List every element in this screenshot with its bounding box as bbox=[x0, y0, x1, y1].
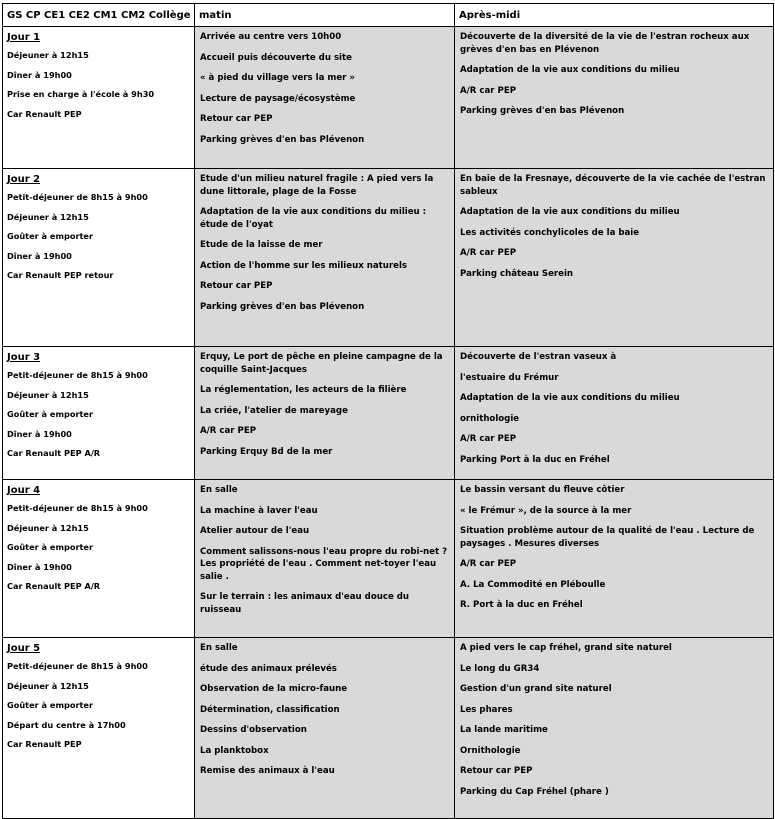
apres-midi-activity: Découverte de la diversité de la vie de l'estran rocheux aux grèves d'en bas en Plévenon bbox=[460, 32, 750, 55]
matin-cell bbox=[195, 480, 455, 638]
matin-activity: Dessins d'observation bbox=[200, 725, 307, 735]
day-row bbox=[3, 169, 774, 347]
apres-midi-activity: l'estuaire du Frémur bbox=[460, 372, 559, 383]
apres-midi-activity: Adaptation de la vie aux conditions du milieu bbox=[460, 207, 680, 217]
apres-midi-activity: Parking château Serein bbox=[460, 268, 574, 279]
matin-activity: Retour car PEP bbox=[200, 281, 273, 291]
matin-cell bbox=[195, 27, 455, 169]
apres-midi-activity: Le bassin versant du fleuve côtier bbox=[460, 485, 625, 495]
day-info-line: Goûter à emporter bbox=[7, 700, 94, 710]
day-info-line: Dîner à 19h00 bbox=[7, 428, 72, 439]
day-info-line: Dîner à 19h00 bbox=[7, 561, 72, 572]
matin-cell bbox=[195, 347, 455, 480]
apres-midi-activity: Parking du Cap Fréhel (phare ) bbox=[460, 786, 609, 797]
apres-midi-activity: A/R car PEP bbox=[460, 85, 516, 96]
apres-midi-activity: A/R car PEP bbox=[460, 559, 516, 569]
apres-midi-cell bbox=[455, 347, 774, 480]
day-info-line: Car Renault PEP A/R bbox=[7, 448, 101, 458]
matin-activity: Etude de la laisse de mer bbox=[200, 240, 323, 250]
apres-midi-activity: Les phares bbox=[460, 704, 513, 715]
apres-midi-cell bbox=[455, 169, 774, 347]
day-title: Jour 3 bbox=[7, 352, 41, 363]
day-info-line: Petit-déjeuner de 8h15 à 9h00 bbox=[7, 661, 148, 671]
matin-cell bbox=[195, 169, 455, 347]
schedule-body bbox=[3, 27, 774, 819]
day-info-cell bbox=[3, 480, 195, 638]
day-info-line: Déjeuner à 12h15 bbox=[7, 50, 89, 60]
day-info-line: Prise en charge à l'école à 9h30 bbox=[7, 89, 155, 99]
matin-activity: Détermination, classification bbox=[200, 704, 340, 715]
apres-midi-activity: A/R car PEP bbox=[460, 248, 516, 258]
matin-activity: En salle bbox=[200, 643, 238, 653]
day-info-line: Goûter à emporter bbox=[7, 542, 94, 552]
matin-activity: La machine à laver l'eau bbox=[200, 505, 318, 516]
matin-activity: Etude d'un milieu naturel fragile : A pied vers la dune littorale, plage de la Fosse bbox=[200, 174, 434, 197]
apres-midi-activity: « le Frémur », de la source à la mer bbox=[460, 505, 632, 516]
schedule-table bbox=[2, 3, 774, 819]
apres-midi-activity: Ornithologie bbox=[460, 745, 521, 756]
apres-midi-activity: Les activités conchylicoles de la baie bbox=[460, 227, 640, 238]
apres-midi-cell bbox=[455, 480, 774, 638]
matin-activity: Erquy, Le port de pêche en pleine campagne de la coquille Saint-Jacques bbox=[200, 352, 443, 375]
matin-activity: Remise des animaux à l'eau bbox=[200, 766, 335, 776]
day-info-line: Petit-déjeuner de 8h15 à 9h00 bbox=[7, 192, 148, 202]
day-info-line: Déjeuner à 12h15 bbox=[7, 522, 89, 533]
day-title: Jour 4 bbox=[7, 485, 41, 496]
apres-midi-cell bbox=[455, 638, 774, 819]
matin-activity: Retour car PEP bbox=[200, 114, 273, 124]
day-row bbox=[3, 347, 774, 480]
matin-activity: La planktobox bbox=[200, 745, 269, 756]
apres-midi-activity: A/R car PEP bbox=[460, 434, 516, 444]
matin-activity: La criée, l'atelier de mareyage bbox=[200, 405, 348, 416]
apres-midi-activity: Découverte de l'estran vaseux à bbox=[460, 352, 617, 362]
day-title: Jour 5 bbox=[7, 643, 41, 654]
matin-activity: Sur le terrain : les animaux d'eau douce du ruisseau bbox=[200, 592, 410, 615]
day-info-line: Goûter à emporter bbox=[7, 409, 94, 419]
day-info-line: Dîner à 19h00 bbox=[7, 250, 72, 261]
day-row bbox=[3, 638, 774, 819]
apres-midi-activity: Parking grèves d'en bas Plévenon bbox=[460, 106, 625, 116]
day-info-line: Car Renault PEP retour bbox=[7, 270, 114, 280]
matin-activity: Arrivée au centre vers 10h00 bbox=[200, 32, 342, 42]
matin-activity: Observation de la micro-faune bbox=[200, 684, 348, 694]
apres-midi-activity: Adaptation de la vie aux conditions du milieu bbox=[460, 393, 680, 403]
day-info-cell bbox=[3, 169, 195, 347]
matin-activity: Parking grèves d'en bas Plévenon bbox=[200, 301, 365, 312]
day-info-line: Car Renault PEP bbox=[7, 108, 82, 119]
day-title: Jour 1 bbox=[7, 32, 41, 43]
day-row bbox=[3, 480, 774, 638]
apres-midi-activity: Situation problème autour de la qualité de l'eau . Lecture de paysages . Mesures diverses bbox=[460, 526, 755, 549]
apres-midi-activity: La lande maritime bbox=[460, 725, 548, 735]
header-apres-midi: Après-midi bbox=[455, 4, 774, 27]
apres-midi-activity: Retour car PEP bbox=[460, 766, 533, 776]
day-info-cell bbox=[3, 638, 195, 819]
matin-activity: La réglementation, les acteurs de la filière bbox=[200, 385, 407, 395]
day-info-line: Car Renault PEP A/R bbox=[7, 581, 101, 591]
matin-activity: Parking Erquy Bd de la mer bbox=[200, 446, 333, 457]
matin-activity: Atelier autour de l'eau bbox=[200, 526, 310, 536]
day-info-line: Déjeuner à 12h15 bbox=[7, 211, 89, 222]
apres-midi-cell bbox=[455, 27, 774, 169]
apres-midi-activity: Adaptation de la vie aux conditions du milieu bbox=[460, 65, 680, 75]
matin-activity: A/R car PEP bbox=[200, 426, 256, 436]
day-title: Jour 2 bbox=[7, 174, 41, 185]
matin-activity: Parking grèves d'en bas Plévenon bbox=[200, 134, 365, 145]
matin-activity: Accueil puis découverte du site bbox=[200, 52, 352, 63]
day-info-line: Dîner à 19h00 bbox=[7, 69, 72, 80]
apres-midi-activity: A. La Commodité en Pléboulle bbox=[460, 579, 606, 590]
day-row bbox=[3, 27, 774, 169]
matin-activity: Action de l'homme sur les milieux naturels bbox=[200, 260, 408, 271]
matin-cell bbox=[195, 638, 455, 819]
header-levels: GS CP CE1 CE2 CM1 CM2 Collège bbox=[3, 4, 195, 27]
apres-midi-activity: En baie de la Fresnaye, découverte de la vie cachée de l'estran sableux bbox=[460, 174, 766, 197]
apres-midi-activity: Parking Port à la duc en Fréhel bbox=[460, 454, 610, 465]
day-info-line: Déjeuner à 12h15 bbox=[7, 680, 89, 691]
day-info-cell bbox=[3, 347, 195, 480]
day-info-line: Petit-déjeuner de 8h15 à 9h00 bbox=[7, 503, 148, 513]
matin-activity: En salle bbox=[200, 485, 238, 495]
header-matin: matin bbox=[195, 4, 455, 27]
day-info-line: Goûter à emporter bbox=[7, 231, 94, 241]
matin-activity: étude des animaux prélevés bbox=[200, 663, 337, 674]
day-info-line: Car Renault PEP bbox=[7, 739, 82, 749]
matin-activity: Lecture de paysage/écosystème bbox=[200, 93, 356, 104]
matin-activity: Adaptation de la vie aux conditions du milieu : étude de l'oyat bbox=[200, 207, 427, 230]
apres-midi-activity: R. Port à la duc en Fréhel bbox=[460, 600, 583, 610]
matin-activity: Comment salissons-nous l'eau propre du robi-net ? Les propriété de l'eau . Comment net-toyer l'eau salie . bbox=[200, 546, 448, 582]
matin-activity: « à pied du village vers la mer » bbox=[200, 73, 355, 83]
header-row bbox=[3, 4, 774, 27]
apres-midi-activity: Gestion d'un grand site naturel bbox=[460, 684, 612, 694]
apres-midi-activity: ornithologie bbox=[460, 413, 520, 424]
day-info-line: Déjeuner à 12h15 bbox=[7, 389, 89, 400]
day-info-line: Départ du centre à 17h00 bbox=[7, 719, 126, 730]
apres-midi-activity: Le long du GR34 bbox=[460, 663, 540, 674]
apres-midi-activity: A pied vers le cap fréhel, grand site naturel bbox=[460, 643, 672, 653]
day-info-cell bbox=[3, 27, 195, 169]
day-info-line: Petit-déjeuner de 8h15 à 9h00 bbox=[7, 370, 148, 380]
